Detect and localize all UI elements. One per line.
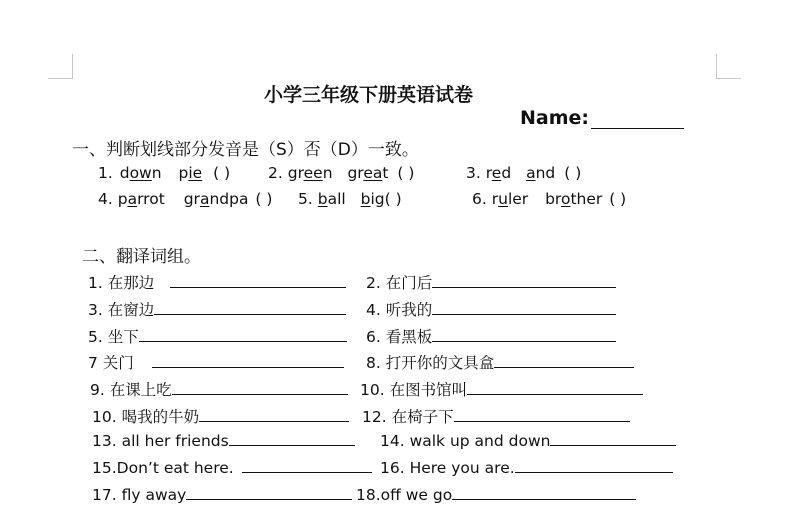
item-number: 1. — [98, 164, 113, 182]
translation-item-2 — [366, 271, 616, 293]
item-number: 4. — [98, 190, 113, 208]
item-number: 5. — [298, 190, 313, 208]
translation-item-12 — [362, 405, 630, 427]
translation-item-5 — [88, 325, 347, 347]
answer-line[interactable] — [199, 407, 349, 422]
answer-line[interactable] — [172, 380, 348, 395]
answer-line[interactable] — [452, 485, 636, 500]
answer-line[interactable] — [170, 273, 346, 288]
answer-line[interactable] — [139, 327, 347, 342]
translation-item-15 — [92, 458, 372, 477]
page-corner-mark-right — [716, 54, 741, 79]
answer-blank[interactable]: ( ) — [397, 164, 415, 182]
item-text: 18.off we go — [356, 486, 453, 504]
answer-blank[interactable]: ( ) — [564, 164, 582, 182]
item-text: 1. 在那边 — [88, 274, 155, 292]
translation-item-1 — [88, 271, 346, 293]
answer-line[interactable] — [186, 485, 352, 500]
item-text: 7 关门 — [88, 354, 134, 372]
item-text: 16. Here you are. — [380, 459, 515, 477]
answer-line[interactable] — [432, 300, 616, 315]
answer-line[interactable] — [154, 300, 346, 315]
item-number: 3. — [466, 164, 481, 182]
item-text: 3. 在窗边 — [88, 301, 155, 319]
name-field — [520, 107, 684, 129]
item-text: 8. 打开你的文具盒 — [366, 354, 495, 372]
answer-blank[interactable]: ( ) — [384, 190, 402, 208]
translation-item-13 — [92, 431, 355, 450]
answer-line[interactable] — [432, 327, 616, 342]
answer-blank[interactable]: ( ) — [255, 190, 273, 208]
translation-item-14 — [380, 431, 676, 450]
section2-heading: 二、翻译词组。 — [82, 247, 201, 267]
answer-line[interactable] — [432, 273, 616, 288]
item-text: 2. 在门后 — [366, 274, 433, 292]
item-text: 4. 听我的 — [366, 301, 433, 319]
item-text: 6. 看黑板 — [366, 328, 433, 346]
page-title: 小学三年级下册英语试卷 — [264, 84, 474, 106]
translation-item-16 — [380, 458, 673, 477]
item-text: 12. 在椅子下 — [362, 408, 454, 426]
item-number: 6. — [472, 190, 487, 208]
answer-line[interactable] — [229, 431, 355, 446]
name-blank-line[interactable] — [591, 108, 684, 129]
item-number: 2. — [268, 164, 283, 182]
answer-line[interactable] — [494, 353, 634, 368]
item-text: 13. all her friends — [92, 432, 229, 450]
translation-item-9 — [90, 378, 348, 400]
answer-blank[interactable]: ( ) — [609, 190, 627, 208]
phonics-item-5: 5. ball big( ) — [298, 190, 402, 208]
translation-item-7 — [88, 351, 344, 373]
answer-line[interactable] — [550, 431, 676, 446]
name-label: Name: — [520, 107, 590, 129]
item-text: 5. 坐下 — [88, 328, 139, 346]
translation-item-8 — [366, 351, 634, 373]
item-text: 17. fly away — [92, 486, 187, 504]
answer-blank[interactable]: ( ) — [213, 164, 231, 182]
translation-item-6 — [366, 325, 616, 347]
translation-item-3 — [88, 298, 346, 320]
phonics-item-2: 2. green great ( ) — [268, 164, 415, 182]
phonics-item-6: 6. ruler brother ( ) — [472, 190, 627, 208]
item-text: 10. 喝我的牛奶 — [92, 408, 200, 426]
translation-item-11 — [92, 405, 349, 427]
section1-heading: 一、判断划线部分发音是（S）否（D）一致。 — [72, 140, 419, 160]
answer-line[interactable] — [152, 353, 344, 368]
page-corner-mark-left — [48, 54, 73, 79]
item-text: 9. 在课上吃 — [90, 381, 172, 399]
translation-item-4 — [366, 298, 616, 320]
phonics-item-3: 3. red and ( ) — [466, 164, 582, 182]
item-text: 14. walk up and down — [380, 432, 551, 450]
phonics-item-1: 1. down pie ( ) — [98, 164, 231, 182]
phonics-item-4: 4. parrot grandpa ( ) — [98, 190, 273, 208]
answer-line[interactable] — [242, 458, 372, 473]
answer-line[interactable] — [454, 407, 630, 422]
answer-line[interactable] — [467, 380, 643, 395]
item-text: 10. 在图书馆叫 — [360, 381, 468, 399]
answer-line[interactable] — [515, 458, 673, 473]
translation-item-17 — [92, 485, 352, 504]
item-text: 15.Don’t eat here. — [92, 459, 234, 477]
translation-item-10 — [360, 378, 643, 400]
translation-item-18 — [356, 485, 636, 504]
